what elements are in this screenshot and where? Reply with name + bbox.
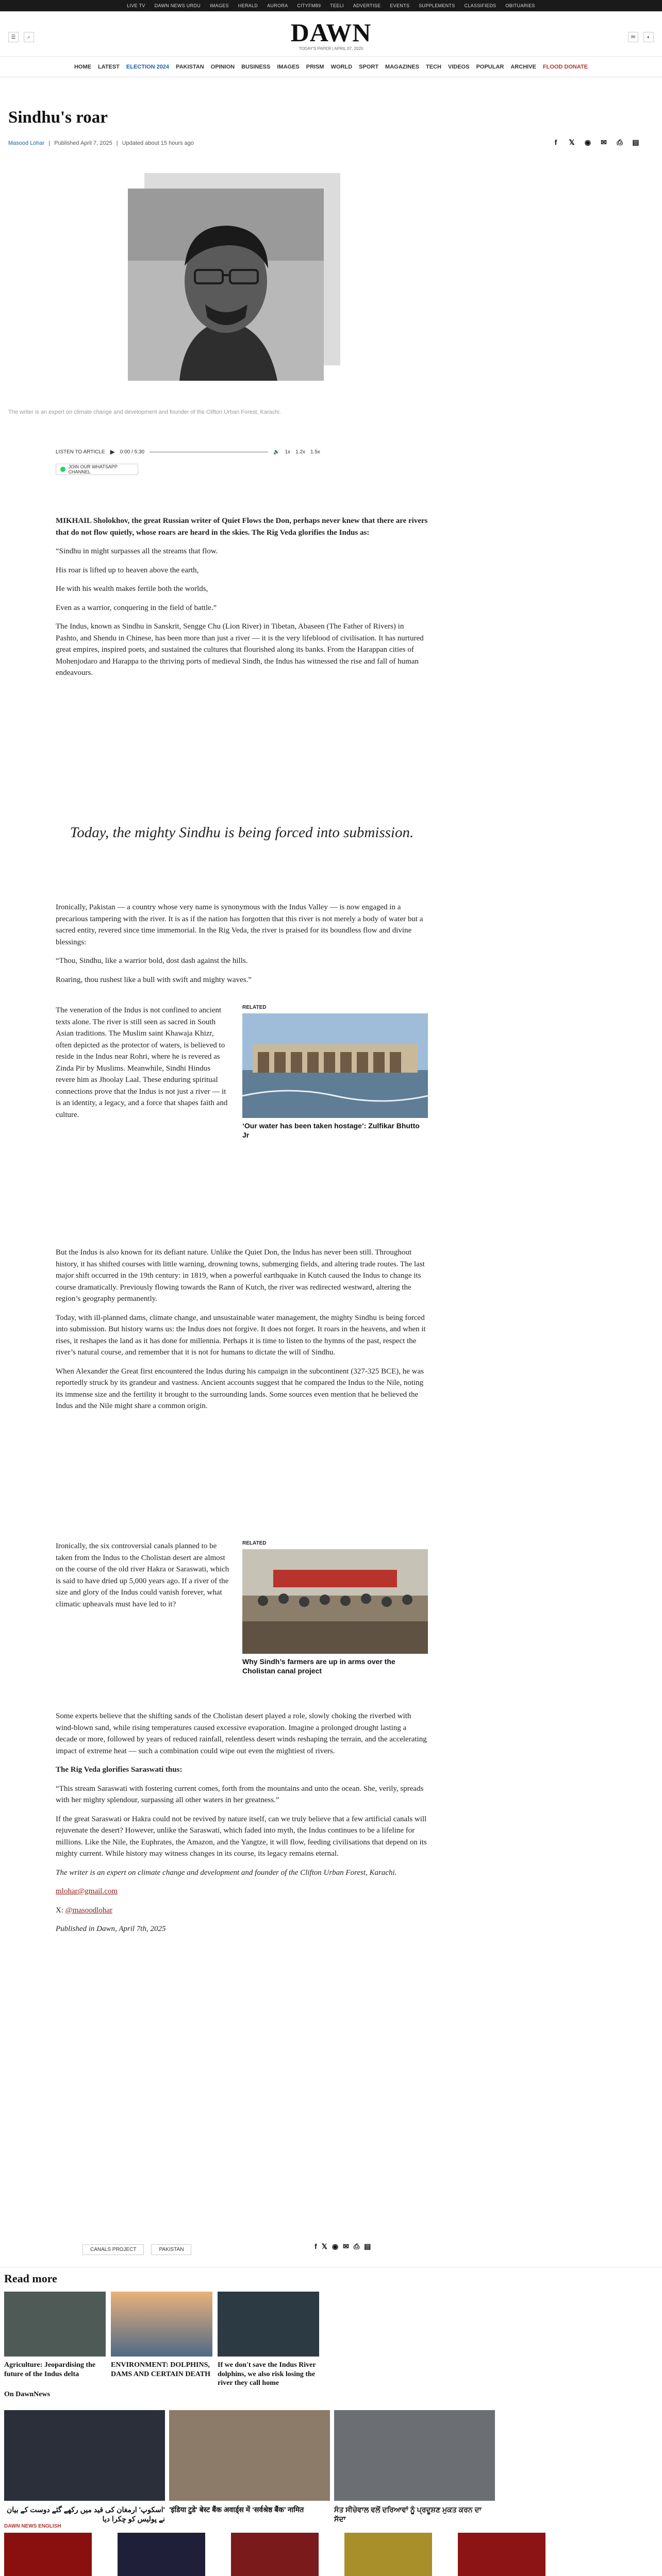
video-card[interactable]	[4, 2533, 92, 2576]
paragraph: When Alexander the Great first encountered the Indus during his campaign in the subcontinent (327-325 BCE), he was reportedly struck by its grandeur and vastness. Ancient accounts suggest that he compared the Indus to the Nile, noting its immense size and the fertility it brought to the surrounding lands. Some sources even mention that he believed the Indus and the Nile might share a common origin.	[56, 1367, 424, 1410]
volume-icon[interactable]: 🔈	[273, 449, 280, 455]
dawnnews-card[interactable]	[169, 2410, 330, 2514]
byline	[8, 140, 194, 146]
facebook-icon[interactable]: f	[315, 2242, 317, 2250]
video-card[interactable]	[231, 2533, 319, 2576]
nav-item[interactable]: PRISM	[306, 63, 324, 70]
nav-item[interactable]: SPORT	[359, 63, 379, 70]
related-image	[242, 1549, 428, 1654]
read-more-headline[interactable]: If we don't save the Indus River dolphins, we also risk losing the river they call home	[218, 2361, 316, 2387]
paragraph: Some experts believe that the shifting sands of the Cholistan desert played a role, slowly choking the riverbed with wind-blown sand, while rising temperatures caused excessive evaporation. Imagine a prolonged drought lasting a decade or more, followed by years of reduced rainfall, relentless desert winds reshaping the terrain, and the accelerating impact of extreme heat — such a combination could wipe out even the mightiest of rivers.	[56, 1712, 427, 1755]
tag-pakistan[interactable]: PAKISTAN	[151, 2244, 191, 2255]
read-more-image	[111, 2292, 212, 2357]
subhead-text: The Rig Veda glorifies Saraswati thus:	[56, 1766, 183, 1774]
comments-icon[interactable]: ▤	[364, 2242, 371, 2250]
byline-separator: |	[116, 140, 118, 146]
edition-link[interactable]: IMAGES	[209, 3, 229, 8]
email-icon[interactable]: ✉	[343, 2242, 349, 2250]
nav-item[interactable]: IMAGES	[277, 63, 300, 70]
speed-1-2x[interactable]: 1.2x	[295, 449, 306, 455]
video-thumb	[231, 2533, 319, 2576]
article-body-2	[56, 902, 428, 993]
nav-item[interactable]: OPINION	[210, 63, 235, 70]
author-email[interactable]: mlohar@gmail.com	[56, 1887, 118, 1895]
bio-text: The writer is an expert on climate change and development and founder of the Clifton Urban Forest, Karachi.	[56, 1868, 397, 1877]
edition-link[interactable]: DAWN NEWS URDU	[154, 3, 201, 8]
related-caption[interactable]: ‘Our water has been taken hostage’: Zulfikar Bhutto Jr	[242, 1122, 420, 1140]
verse-line: “Sindhu in might surpasses all the streams that flow.	[56, 547, 218, 555]
masthead-right-tools	[628, 32, 654, 42]
read-more-image	[4, 2292, 106, 2357]
video-thumb	[344, 2533, 432, 2576]
play-icon[interactable]: ▶	[110, 448, 115, 455]
tag-canals-project[interactable]: CANALS PROJECT	[82, 2244, 144, 2255]
paragraph	[56, 515, 428, 538]
main-nav	[0, 57, 662, 77]
dawnnews-headline[interactable]: 'اسکوپ' ارمغان کی قید میں رکھے گئے دوست کے بیان نے پولیس کو چکرا دیا	[6, 2505, 165, 2523]
nav-item[interactable]: FLOOD DONATE	[542, 63, 588, 70]
nav-item[interactable]: ARCHIVE	[510, 63, 536, 70]
verse: “This stream Saraswati with fostering current comes, forth from the mountains and unto the ocean. She, verily, spreads with her mighty splendour, surpassing all other waters in her greatness.”	[56, 1784, 424, 1804]
video-thumb	[458, 2533, 545, 2576]
x-icon[interactable]: 𝕏	[321, 2242, 327, 2250]
farmers-protest-photo	[242, 1549, 428, 1654]
dawnnews-headline[interactable]: ਸੰਤ ਸੀਚੇਵਾਲ ਵਲੋਂ ਦਰਿਆਵਾਂ ਨੂੰ ਪ੍ਰਦੂਸ਼ਣ ਮੁਕਤ ਕਰਨ ਦਾ ਸੱਦਾ	[334, 2505, 482, 2523]
article-body-1	[56, 515, 428, 686]
nav-item[interactable]: VIDEOS	[448, 63, 470, 70]
twitter-line: X: @masoodlohar	[56, 1906, 113, 1914]
pull-quote: Today, the mighty Sindhu is being forced into submission.	[70, 824, 414, 841]
user-icon[interactable]: ◐	[643, 32, 654, 42]
print-icon[interactable]: ⎙	[617, 138, 623, 146]
email-line	[56, 1886, 428, 1897]
subhead	[56, 1764, 428, 1776]
paragraph: The Indus, known as Sindhu in Sanskrit, Sengge Chu (Lion River) in Tibetan, Abaseen (The Father of Rivers) in Pashto, and Shendu in Chinese, has been more than just a river — it is the very lifeblood of civilisation. It has nurtured great empires, inspired poets, and sustained the cultures that flourished along its banks. From the Harappan cities of Mohenjodaro and Harappa to the thriving ports of medieval Sindh, the Indus has witnessed the rise and fall of human endeavours.	[56, 622, 424, 677]
edition-link[interactable]: ADVERTISE	[353, 3, 381, 8]
published-footer	[56, 1923, 428, 1935]
author-photo	[128, 189, 324, 381]
byline-separator: |	[48, 140, 51, 146]
share-icons	[550, 138, 641, 147]
read-more-image	[218, 2292, 319, 2357]
lede: MIKHAIL Sholokhov, the great Russian writer of Quiet Flows the Don, perhaps never knew that there are rivers that do not flow quietly, whose roars are heard in the skies. The Rig Veda glorifies the Indus as:	[56, 517, 428, 537]
dawnnews-image	[334, 2410, 495, 2501]
edition-link[interactable]: HERALD	[238, 3, 258, 8]
english-label: DAWN NEWS ENGLISH	[4, 2523, 61, 2529]
related-article-2[interactable]	[242, 1540, 428, 1675]
nav-item[interactable]: PAKISTAN	[176, 63, 204, 70]
edition-link[interactable]: TEELI	[330, 3, 344, 8]
edition-link[interactable]: CLASSIFIEDS	[464, 3, 496, 8]
whatsapp-icon[interactable]: ◉	[584, 138, 591, 146]
edition-link[interactable]: CITYFM89	[297, 3, 321, 8]
related-image	[242, 1013, 428, 1118]
audio-time: 0:00 / 5:30	[120, 449, 145, 455]
article-title: Sindhu's roar	[8, 108, 108, 127]
paragraph: Ironically, the six controversial canals planned to be taken from the Indus to the Cholistan desert are almost on the course of the old river Hakra or Saraswati, which is said to have dried up 5,000 years ago. If a river of the size and glory of the Indus could vanish forever, what climatic upheavals must have led to it?	[56, 1542, 229, 1608]
paragraph: Today, with ill-planned dams, climate change, and unsustainable water management, the mighty Sindhu is being forced into submission. But history warns us: the Indus does not forgive. It does not forget. It roars in the heavens, and when it rises, it reshapes the land as it has done for millennia. Perhaps it is time to listen to the hymns of the past, respect the river’s natural course, and remember that it is not for humans to dictate the will of Sindhu.	[56, 1313, 426, 1357]
comments-icon[interactable]: ▤	[632, 138, 639, 146]
verse-line: Even as a warrior, conquering in the field of battle.”	[56, 603, 217, 612]
paragraph-text: The veneration of the Indus is not confined to ancient texts alone. The river is still seen as sacred in South Asian traditions. The Muslim saint Khawaja Khizr, often depicted as the protector of waters, is believed to reside in the Indus near Rohri, where he is revered as Zinda Pir by Muslims. Meanwhile, Sindhi Hindus revere him as Jhoolay Laal. These enduring spiritual connections prove that the Indus is not just a river — it is an identity, a legacy, and a force that shapes faith and culture.	[56, 1006, 228, 1119]
article-body-3	[56, 1005, 231, 1128]
audio-player	[56, 448, 320, 455]
dawnnews-title: On DawnNews	[4, 2391, 51, 2398]
print-icon[interactable]: ⎙	[353, 2242, 360, 2250]
nav-item[interactable]: ELECTION 2024	[126, 63, 170, 70]
editions-strip	[0, 0, 662, 11]
nav-item[interactable]: LATEST	[97, 63, 120, 70]
article-body-5	[56, 1540, 231, 1617]
whatsapp-icon[interactable]: ◉	[332, 2242, 339, 2250]
verse-line: Roaring, thou rushest like a bull with swift and mighty waves.”	[56, 975, 252, 984]
author-bio	[56, 1867, 428, 1879]
listen-label: LISTEN TO ARTICLE	[56, 449, 105, 455]
whatsapp-icon	[60, 467, 65, 472]
author-portrait	[128, 189, 324, 381]
article-body-6	[56, 1710, 428, 1942]
barrage-photo	[242, 1013, 428, 1118]
dawnnews-card[interactable]	[334, 2410, 495, 2523]
read-more-headline[interactable]: ENVIRONMENT: DOLPHINS, DAMS AND CERTAIN DEATH	[111, 2361, 211, 2378]
nav-item[interactable]: POPULAR	[476, 63, 504, 70]
author-link[interactable]: Masood Lohar	[8, 140, 45, 146]
paragraph: But the Indus is also known for its defiant nature. Unlike the Quiet Don, the Indus has never been still. Throughout history, it has shifted courses with little warning, drowning towns, submerging fields, and altering trade routes. The last major shift occurred in the 19th century: in 1819, when a powerful earthquake in Kutch caused the Indus to change its course dramatically. Previously flowing towards the Rann of Kutch, the river was redirected westward, altering the region’s geography permanently.	[56, 1248, 425, 1303]
updated-date: Updated about 15 hours ago	[122, 140, 194, 146]
read-more-card[interactable]	[111, 2292, 212, 2379]
whatsapp-label: JOIN OUR WHATSAPP CHANNEL	[68, 464, 118, 474]
edition-link[interactable]: LIVE TV	[127, 3, 145, 8]
video-thumb	[4, 2533, 92, 2576]
paragraph	[56, 1005, 231, 1121]
bottom-share-icons	[315, 2242, 371, 2251]
edition-link[interactable]: EVENTS	[390, 3, 410, 8]
article-body-4	[56, 1247, 428, 1419]
dawn-logo[interactable]: DAWN	[290, 18, 372, 47]
article-tags	[82, 2244, 191, 2255]
published-date: Published April 7, 2025	[54, 140, 112, 146]
verse-line: “Thou, Sindhu, like a warrior bold, dost dash against the hills.	[56, 957, 248, 965]
author-twitter[interactable]: @masoodlohar	[65, 1906, 113, 1914]
masthead	[0, 11, 662, 57]
edition-link[interactable]: AURORA	[267, 3, 288, 8]
read-more-headline[interactable]: Agriculture: Jeopardising the future of the Indus delta	[4, 2361, 96, 2378]
menu-icon[interactable]: ☰	[8, 32, 19, 42]
edition-link[interactable]: OBITUARIES	[505, 3, 535, 8]
x-icon[interactable]: 𝕏	[569, 138, 575, 146]
read-more-card[interactable]	[218, 2292, 319, 2388]
video-card[interactable]	[458, 2533, 545, 2576]
read-more-title: Read more	[4, 2272, 57, 2285]
paragraph: Ironically, Pakistan — a country whose very name is synonymous with the Indus Valley — is now engaged in a precarious tampering with the river. It is as if the nation has forgotten that this river is not merely a body of water but a sacred entity, revered since time immemorial. In the Rig Veda, the river is praised for its boundless flow and divine blessings:	[56, 903, 423, 946]
whatsapp-channel-button[interactable]	[56, 464, 138, 475]
notification-bell-icon[interactable]: ✉	[628, 32, 638, 42]
video-thumb	[118, 2533, 205, 2576]
speed-1x[interactable]: 1x	[285, 449, 291, 455]
photo-caption: The writer is an expert on climate change and development and founder of the Clifton Urban Forest, Karachi.	[8, 409, 281, 415]
related-caption[interactable]: Why Sindh’s farmers are up in arms over the Cholistan canal project	[242, 1657, 395, 1675]
related-label: RELATED	[242, 1005, 267, 1010]
read-more-card[interactable]	[4, 2292, 106, 2379]
nav-item[interactable]: BUSINESS	[241, 63, 271, 70]
speed-1-5x[interactable]: 1.5x	[310, 449, 320, 455]
nav-item[interactable]: WORLD	[330, 63, 353, 70]
email-icon[interactable]: ✉	[601, 138, 607, 146]
dawnnews-image	[169, 2410, 330, 2501]
verse-line: His roar is lifted up to heaven above the earth,	[56, 566, 199, 574]
nav-item[interactable]: MAGAZINES	[385, 63, 420, 70]
todays-paper-date[interactable]: TODAY'S PAPER | APRIL 07, 2025	[299, 46, 363, 51]
video-card[interactable]	[344, 2533, 432, 2576]
dawnnews-image	[4, 2410, 165, 2501]
related-article-1[interactable]	[242, 1005, 428, 1140]
facebook-icon[interactable]: f	[554, 138, 557, 146]
search-icon[interactable]: ⌕	[24, 32, 34, 42]
paragraph: If the great Saraswati or Hakra could not be revived by nature itself, can we truly believe that a few artificial canals will rejuvenate the desert? However, unlike the Saraswati, which faded into myth, the Indus continues to be a lifeline for millions. Like the Nile, the Euphrates, the Amazon, and the Yangtze, it will flow, feeding civilisations that depend on its mighty current. While history may witness changes in its course, its legacy remains eternal.	[56, 1815, 427, 1858]
dawnnews-card[interactable]	[4, 2410, 165, 2523]
video-card[interactable]	[118, 2533, 205, 2576]
related-label: RELATED	[242, 1540, 267, 1546]
nav-item[interactable]: HOME	[74, 63, 91, 70]
audio-progress-bar[interactable]	[150, 451, 268, 453]
published-footer-text: Published in Dawn, April 7th, 2025	[56, 1925, 166, 1933]
dawnnews-headline[interactable]: 'इंडिया टुडे' बेस्ट बैंक अवार्ड्स में ‘सर्वश्रेष्ठ बैंक’ नामित	[169, 2505, 304, 2514]
nav-item[interactable]: TECH	[426, 63, 441, 70]
edition-link[interactable]: SUPPLEMENTS	[419, 3, 455, 8]
verse-line: He with his wealth makes fertile both the worlds,	[56, 585, 208, 593]
